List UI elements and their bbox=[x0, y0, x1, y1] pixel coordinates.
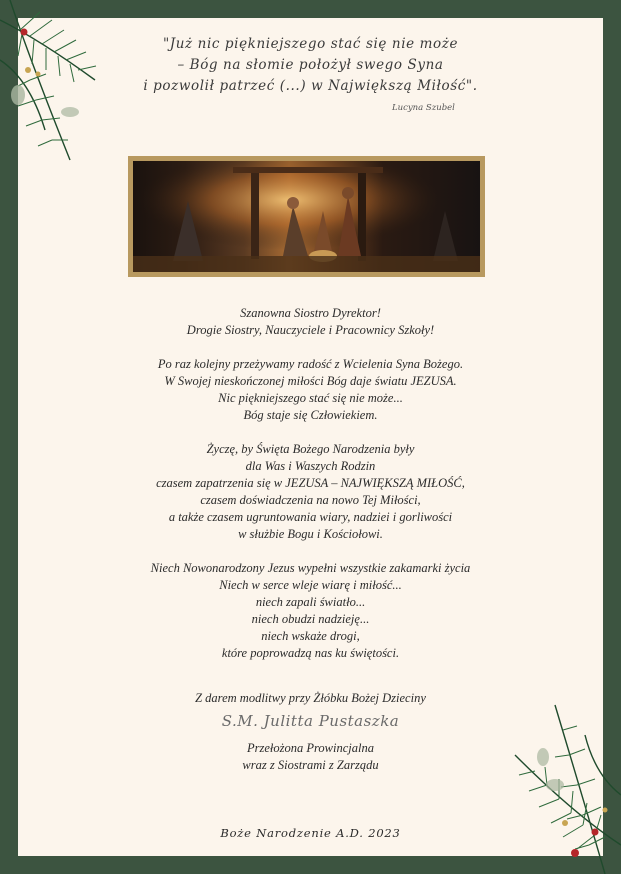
paragraph-line: niech obudzi nadzieję... bbox=[251, 612, 370, 626]
opening-quote bbox=[0, 34, 621, 97]
quote-line: – Bóg na słomie położył swego Syna bbox=[177, 57, 444, 73]
photo-frame bbox=[128, 156, 485, 277]
paragraph-line: niech zapali światło... bbox=[255, 595, 366, 609]
paragraph-line: które poprowadzą nas ku świętości. bbox=[221, 646, 400, 660]
paragraph-line: Niech w serce wleje wiarę i miłość... bbox=[219, 578, 402, 592]
pine-branch-bottom-right-icon bbox=[495, 695, 621, 874]
paragraph-line: Bóg staje się Człowiekiem. bbox=[243, 408, 378, 422]
quote-line: i pozwolił patrzeć (...) w Największą Miłość". bbox=[143, 78, 478, 94]
nativity-scene-photo bbox=[133, 161, 480, 272]
paragraph-line: Życzę, by Święta Bożego Narodzenia były bbox=[206, 442, 415, 456]
greeting-line: Drogie Siostry, Nauczyciele i Pracownicy Szkoły! bbox=[186, 323, 435, 337]
paragraph-line: W Swojej nieskończonej miłości Bóg daje światu JEZUSA. bbox=[164, 374, 457, 388]
handwritten-signature: S.M. Julitta Pustaszka bbox=[221, 712, 400, 730]
role-line: Przełożona Prowincjalna bbox=[247, 741, 374, 755]
date-line: Boże Narodzenie A.D. 2023 bbox=[220, 826, 401, 840]
quote-author: Lucyna Szubel bbox=[392, 103, 455, 113]
letter-body bbox=[0, 305, 621, 662]
paragraph-line: Nic piękniejszego stać się nie może... bbox=[218, 391, 403, 405]
paragraph-line: czasem zapatrzenia się w JEZUSA – NAJWIĘKSZĄ MIŁOŚĆ, bbox=[156, 476, 465, 490]
paragraph-line: niech wskaże drogi, bbox=[261, 629, 360, 643]
closing-line: Z darem modlitwy przy Żłóbku Bożej Dzieciny bbox=[195, 691, 426, 705]
paragraph-line: w służbie Bogu i Kościołowi. bbox=[238, 527, 383, 541]
quote-line: "Już nic piękniejszego stać się nie może bbox=[162, 36, 459, 52]
paragraph-line: czasem doświadczenia na nowo Tej Miłości, bbox=[200, 493, 421, 507]
paragraph-line: a także czasem ugruntowania wiary, nadziei i gorliwości bbox=[168, 510, 453, 524]
role-line: wraz z Siostrami z Zarządu bbox=[242, 758, 379, 772]
paragraph-line: Niech Nowonarodzony Jezus wypełni wszystkie zakamarki życia bbox=[150, 561, 471, 575]
paragraph-line: dla Was i Waszych Rodzin bbox=[245, 459, 376, 473]
greeting-line: Szanowna Siostro Dyrektor! bbox=[240, 306, 381, 320]
paragraph-line: Po raz kolejny przeżywamy radość z Wcielenia Syna Bożego. bbox=[157, 357, 464, 371]
